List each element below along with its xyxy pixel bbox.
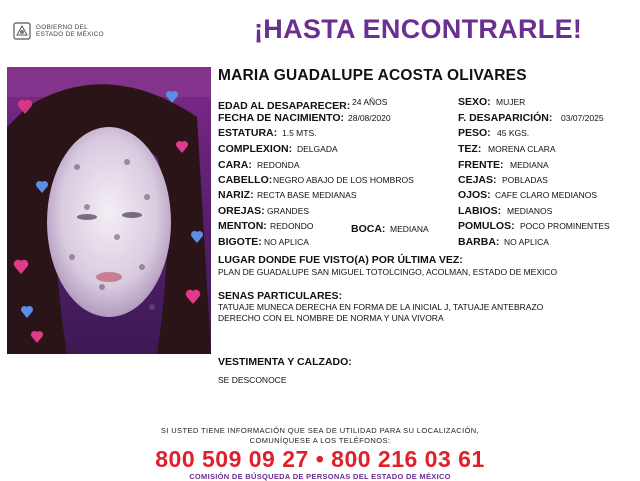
field-value: NO APLICA: [264, 237, 309, 247]
coat-of-arms-icon: [12, 20, 32, 42]
field-value: 1.5 MTS.: [282, 128, 317, 138]
contact-notice: [0, 426, 640, 445]
field-value: POBLADAS: [502, 175, 548, 185]
field-label: TEZ:: [458, 143, 482, 155]
field-label: OREJAS:: [218, 205, 265, 217]
notice-line1: SI USTED TIENE INFORMACIÓN QUE SEA DE UTILIDAD PARA SU LOCALIZACIÓN,: [160, 426, 480, 435]
marks-line2: DERECHO CON EL NOMBRE DE NORMA Y UNA VIVORA: [218, 313, 444, 323]
field-label: F. DESAPARICIÓN:: [458, 112, 553, 124]
field-value: 45 KGS.: [497, 128, 530, 138]
field-value: DELGADA: [297, 144, 338, 154]
field-label: CARA:: [218, 159, 252, 171]
field-value: MEDIANOS: [507, 206, 553, 216]
field-label: CEJAS:: [458, 174, 497, 186]
field-label: ESTATURA:: [218, 127, 278, 139]
field-value: 28/08/2020: [348, 113, 391, 123]
field-value: MEDIANA: [390, 224, 429, 234]
field-label: OJOS:: [458, 189, 491, 201]
marks-line1: TATUAJE MUNECA DERECHA EN FORMA DE LA INICIAL J, TATUAJE ANTEBRAZO: [218, 302, 544, 312]
field-value: 03/07/2025: [561, 113, 604, 123]
clothing-label: VESTIMENTA Y CALZADO:: [218, 356, 352, 368]
field-label: BARBA:: [458, 236, 500, 248]
phone-numbers: 800 509 09 27 • 800 216 03 61: [155, 446, 485, 472]
logo-line1: GOBIERNO DEL: [36, 23, 88, 31]
field-label: FRENTE:: [458, 159, 504, 171]
field-value: NO APLICA: [504, 237, 549, 247]
field-label: COMPLEXION:: [218, 143, 293, 155]
field-value: MORENA CLARA: [488, 144, 556, 154]
field-value: NEGRO ABAJO DE LOS HOMBROS: [273, 175, 414, 185]
field-value: POCO PROMINENTES: [520, 221, 610, 231]
last-seen-label: LUGAR DONDE FUE VISTO(A) POR ÚLTIMA VEZ:: [218, 254, 463, 266]
field-label: POMULOS:: [458, 220, 515, 232]
last-seen-value: PLAN DE GUADALUPE SAN MIGUEL TOTOLCINGO, ACOLMAN, ESTADO DE MEXICO: [218, 267, 558, 277]
field-label: NARIZ:: [218, 189, 254, 201]
field-value: CAFE CLARO MEDIANOS: [495, 190, 598, 200]
field-value: REDONDA: [257, 160, 300, 170]
field-label: SEXO:: [458, 96, 491, 108]
field-label: MENTON:: [218, 220, 267, 232]
marks-value: [218, 302, 543, 324]
field-value: REDONDO: [270, 221, 314, 231]
logo-line2: ESTADO DE MÉXICO: [36, 31, 104, 38]
person-name: MARIA GUADALUPE ACOSTA OLIVARES: [218, 67, 527, 84]
person-photo: [7, 67, 211, 354]
field-label: EDAD AL DESAPARECER:: [218, 100, 351, 112]
logo-text: [36, 24, 104, 39]
page-title: ¡HASTA ENCONTRARLE!: [254, 14, 583, 44]
field-label: FECHA DE NACIMIENTO:: [218, 112, 344, 124]
field-label: CABELLO:: [218, 174, 273, 186]
field-label: BOCA:: [351, 223, 386, 235]
field-value: MEDIANA: [510, 160, 549, 170]
field-value: MUJER: [496, 97, 526, 107]
field-value: GRANDES: [267, 206, 310, 216]
government-logo: [12, 18, 122, 44]
field-label: PESO:: [458, 127, 491, 139]
commission-name: COMISIÓN DE BÚSQUEDA DE PERSONAS DEL ESTADO DE MÉXICO: [189, 472, 451, 481]
field-value: 24 AÑOS: [352, 97, 388, 107]
marks-label: SENAS PARTICULARES:: [218, 290, 343, 302]
field-label: BIGOTE:: [218, 236, 262, 248]
clothing-value: SE DESCONOCE: [218, 375, 287, 385]
field-label: LABIOS:: [458, 205, 502, 217]
notice-line2: COMUNÍQUESE A LOS TELÉFONOS:: [249, 435, 391, 445]
field-value: RECTA BASE MEDIANAS: [257, 190, 357, 200]
